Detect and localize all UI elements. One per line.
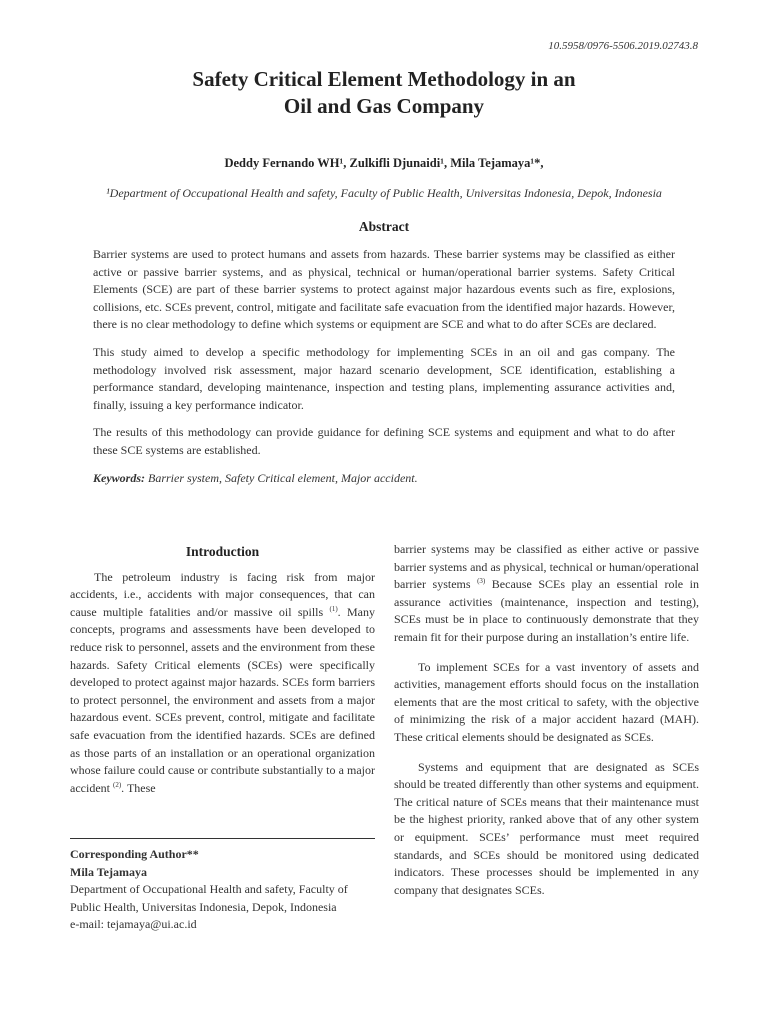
right-paragraph-1	[394, 541, 699, 647]
right-text-a: barrier systems may be classified as either active or passive barrier systems and as physical, technical or human/operational barrier systems	[394, 542, 699, 592]
authors: Deddy Fernando WH¹, Zulkifli Djunaidi¹, Mila Tejamaya¹*,	[224, 156, 544, 170]
abstract-heading: Abstract	[358, 219, 410, 234]
reference-3: (3)	[477, 577, 486, 586]
left-column	[70, 541, 375, 809]
right-paragraph-2: To implement SCEs for a vast inventory of assets and activities, management efforts should focus on the installation elements that are the most critical to safety, with the objective of minimizing the risk of a major accident hazard (MAH). These critical elements should be designated as SCEs.	[394, 659, 699, 744]
introduction-heading: Introduction	[185, 544, 260, 559]
abstract-paragraph-2: This study aimed to develop a specific methodology for implementing SCEs in an oil and gas company. The methodology involved risk assessment, major hazard scenario development, SCE identification, establishing a performance standard, developing maintenance, inspection and testing plans, implementing assurance activities and, finally, issuing a key performance indicator.	[93, 344, 675, 412]
corresponding-label: Corresponding Author**	[70, 847, 199, 861]
intro-paragraph-1	[70, 569, 375, 798]
corresponding-author-block	[70, 846, 375, 934]
reference-1: (1)	[329, 604, 338, 613]
intro-text-b: . Many concepts, programs and assessments have been developed to reduce risk to personnel, assets and the environment from these hazards. Safety Critical elements (SCEs) were specifically developed to protect against major hazards. SCEs form barriers to protect personnel, the environment and assets from a major hazardous event. SCEs prevent, control, mitigate and facilitate safe evacuation from the identified hazards. SCEs are defined as those parts of an installation or an operational organization whose failure could cause or contribute substantially to a major accident	[70, 604, 375, 795]
corresponding-name: Mila Tejamaya	[70, 864, 147, 879]
doi: 10.5958/0976-5506.2019.02743.8	[548, 40, 698, 52]
keywords-label: Keywords:	[93, 470, 145, 485]
footnote-divider	[70, 838, 375, 839]
right-text-b: Because SCEs play an essential role in assurance activities (maintenance, inspection and testing), SCEs must be in place to continuously demonstrate that they remain fit for their purpose during an installation’s entire life.	[394, 577, 700, 644]
abstract-paragraph-1: Barrier systems are used to protect humans and assets from hazards. These barrier systems may be classified as either active or passive barrier systems, and as physical, technical or human/operational barrier systems. Safety Critical Elements (SCE) are part of these barrier systems to protect against major hazardous events such as fire, explosions, collisions, etc. SCEs prevent, control, mitigate and facilitate safe evacuation from the identified major hazards. However, there is no clear methodology to define which systems or equipment are SCE and what to do after SCEs are declared.	[93, 247, 675, 332]
title-line-1: Safety Critical Element Methodology in an	[192, 67, 576, 91]
corresponding-email: e-mail: tejamaya@ui.ac.id	[70, 917, 197, 932]
reference-2: (2)	[112, 780, 122, 789]
title-line-2: Oil and Gas Company	[283, 94, 485, 118]
keywords-text: Barrier system, Safety Critical element, Major accident.	[145, 470, 418, 485]
abstract-paragraph-3: The results of this methodology can provide guidance for defining SCE systems and equipment and what to do after these SCE systems are established.	[93, 425, 675, 457]
corresponding-address: Department of Occupational Health and safety, Faculty of Public Health, Universitas Indonesia, Depok, Indonesia	[70, 882, 348, 914]
keywords	[93, 470, 675, 488]
abstract-body	[93, 246, 675, 497]
intro-text-a: The petroleum industry is facing risk from major accidents, i.e., accidents with major consequences, that can cause multiple fatalities and/or massive oil spills	[70, 569, 375, 619]
right-paragraph-3: Systems and equipment that are designated as SCEs should be treated differently than other systems and equipment. The critical nature of SCEs means that their maintenance must be the highest priority, ranked above that of any other system or equipment. SCEs’ performance must meet required standards, and SCEs should be monitored using dedicated indicators. These processes should be implemented in any company that designates SCEs.	[394, 759, 699, 897]
affiliation: ¹Department of Occupational Health and safety, Faculty of Public Health, Universitas Indonesia, Depok, Indonesia	[106, 186, 662, 200]
paper-title	[0, 66, 768, 120]
right-column	[394, 541, 699, 911]
intro-text-c: . These	[121, 780, 156, 795]
